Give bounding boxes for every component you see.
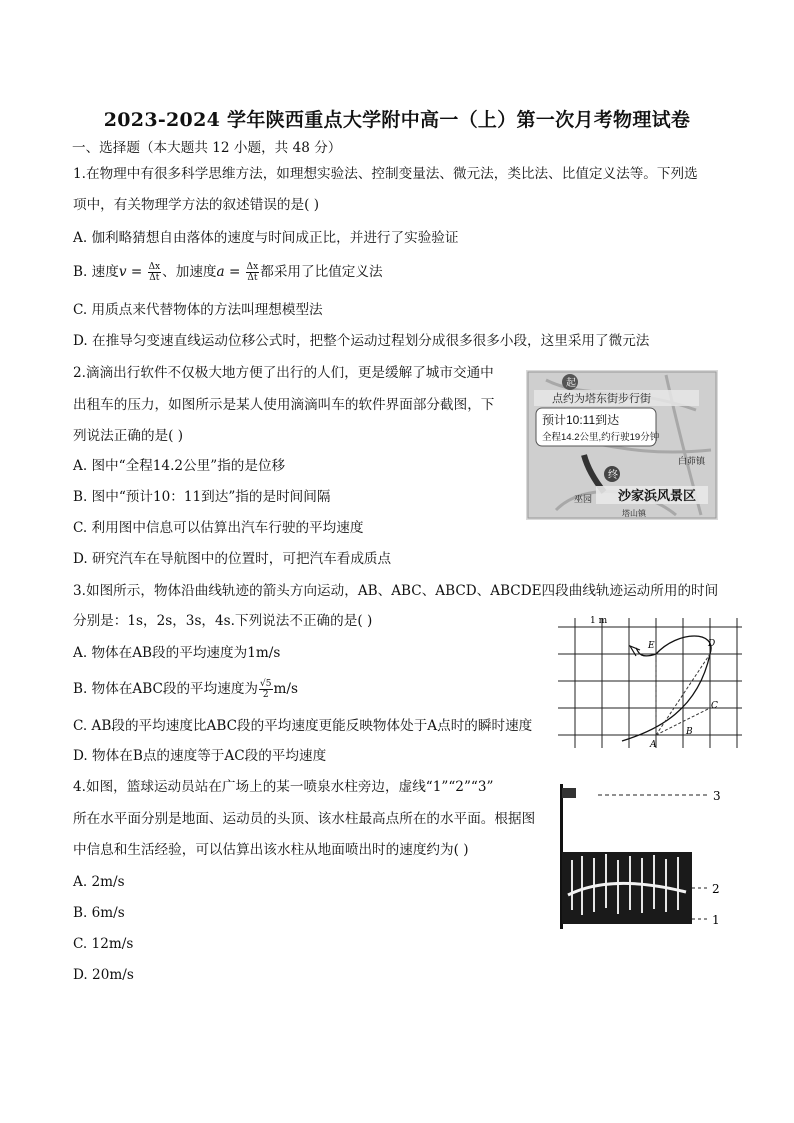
q3-b-prefix: B. 物体在ABC段的平均速度为 [73,681,259,697]
frac-den: Δt [149,273,160,283]
line-label-3: 3 [713,789,721,803]
q3-stem-line1: 3.如图所示，物体沿曲线轨迹的箭头方向运动，AB、ABC、ABCD、ABCDE四段曲线轨迹运动所用的时间 [73,583,719,599]
exam-title: 2023-2024 学年陕西重点大学附中高一（上）第一次月考物理试卷 [103,109,691,131]
q4-stem-line2: 所在水平面分别是地面、运动员的头顶、该水柱最高点所在的水平面。根据图 [73,811,536,827]
q1-b-suffix: 都采用了比值定义法 [260,264,383,280]
grid-lines [558,618,742,748]
q4-option-c: C. 12m/s [73,936,134,952]
frac-den: Δt [247,273,258,283]
q2-stem-line3: 列说法正确的是( ) [73,428,184,444]
q2-stem-line2: 出租车的压力，如图所示是某人使用滴滴叫车的软件界面部分截图，下 [73,397,495,413]
map-destination-label: 沙家浜风景区 [618,488,697,503]
q3-option-d: D. 物体在B点的速度等于AC段的平均速度 [73,748,327,764]
q3-stem-line2: 分别是：1s，2s，3s，4s.下列说法不正确的是( ) [73,613,373,629]
q1-b-prefix: B. 速度 [73,264,119,280]
q1-option-a: A. 伽利略猜想自由落体的速度与时间成正比，并进行了实验验证 [73,230,459,246]
q1-option-c: C. 用质点来代替物体的方法叫理想模型法 [73,302,323,318]
start-marker-label: 起 [566,378,576,389]
q3-option-b [73,679,298,700]
end-marker-label: 终 [608,470,618,481]
line-label-1: 1 [712,913,720,927]
trajectory-curve [622,636,711,741]
point-e-label: E [648,641,655,651]
q1-stem-line1: 1.在物理中有很多科学思维方法，如理想实验法、控制变量法、微元法，类比法、比值定义法等。下列选 [73,166,698,182]
map-side-label: 白茆镇 [678,456,706,466]
point-c-label: C [711,701,718,711]
q1-b-fraction-a [246,262,260,283]
q2-option-a: A. 图中“全程14.2公里”指的是位移 [73,458,286,474]
frac-num: Δx [148,262,161,272]
q1-stem-line2: 项中，有关物理学方法的叙述错误的是( ) [73,197,320,213]
q1-b-mid: 、加速度 [162,264,217,280]
frac-num: √5 [260,679,272,689]
q2-option-d: D. 研究汽车在导航图中的位置时，可把汽车看成质点 [73,551,392,567]
grid-scale-label: 1 m [590,616,608,626]
q3-b-fraction [259,679,272,700]
q1-option-d: D. 在推导匀变速直线运动位移公式时，把整个运动过程划分成很多很多小段，这里采用了微元法 [73,333,650,349]
point-a-label: A [650,740,657,750]
q1-option-b [73,262,383,283]
q2-option-b: B. 图中“预计10：11到达”指的是时间间隔 [73,489,331,505]
q3-b-suffix: m/s [273,681,298,697]
point-b-label: B [686,727,693,737]
map-small-label1: 巫园 [574,494,593,504]
frac-den: 2 [262,690,269,700]
q4-option-a: A. 2m/s [73,874,125,890]
map-bubble-line1: 预计10:11到达 [542,413,620,427]
point-d-label: D [708,639,716,649]
didi-map-screenshot [526,370,718,520]
q1-b-a: a = [216,264,241,280]
q1-b-v: v = [118,264,143,280]
q3-option-c: C. AB段的平均速度比ABC段的平均速度更能反映物体处于A点时的瞬时速度 [73,718,533,734]
line-label-2: 2 [712,882,720,896]
section-heading: 一、选择题（本大题共 12 小题，共 48 分） [72,140,342,156]
q4-option-b: B. 6m/s [73,905,125,921]
q4-stem-line3: 中信息和生活经验，可以估算出该水柱从地面喷出时的速度约为( ) [73,842,469,858]
photo-speck [562,788,576,798]
trajectory-grid-diagram [558,610,742,750]
q4-stem-line1: 4.如图，篮球运动员站在广场上的某一喷泉水柱旁边，虚线“1”“2”“3” [73,779,494,795]
frac-num: Δx [246,262,259,272]
q2-stem-line1: 2.滴滴出行软件不仅极大地方便了出行的人们，更是缓解了城市交通中 [73,365,494,381]
q2-option-c: C. 利用图中信息可以估算出汽车行驶的平均速度 [73,520,364,536]
map-small-label2: 塔山镇 [622,509,646,518]
q3-option-a: A. 物体在AB段的平均速度为1m/s [73,645,281,661]
q4-option-d: D. 20m/s [73,967,134,983]
map-bubble-line2: 全程14.2公里,约行驶19分钟 [542,432,660,443]
fountain-photo [558,780,748,930]
map-top-text: 点约为塔东街步行街 [552,393,651,405]
q1-b-fraction-v [148,262,162,283]
